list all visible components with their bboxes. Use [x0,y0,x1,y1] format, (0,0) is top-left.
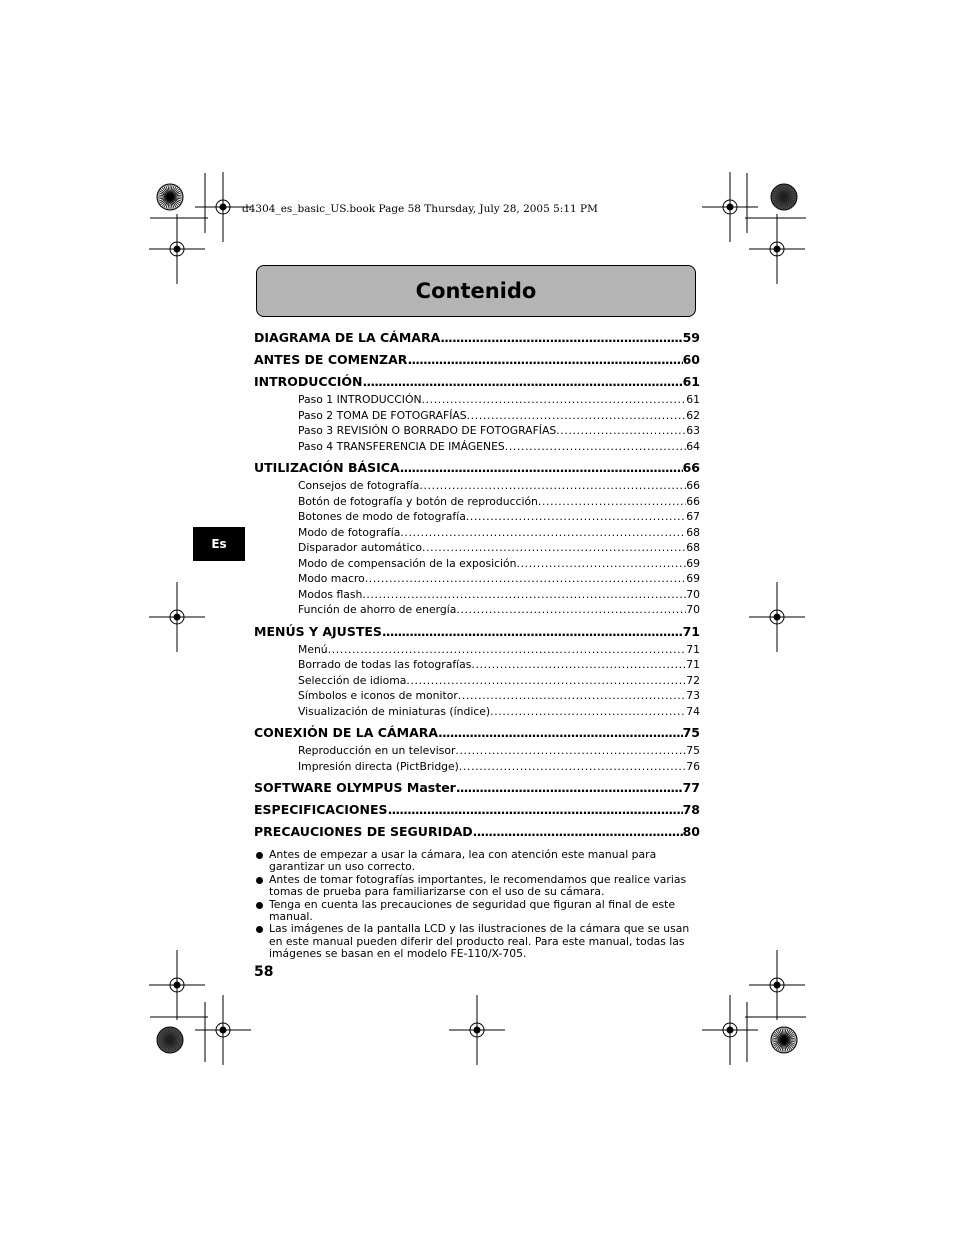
toc-section [254,824,700,846]
toc-section [254,460,700,478]
toc-item-label: Paso 3 REVISIÓN O BORRADO DE FOTOGRAFÍAS [298,424,557,437]
toc-section-label: INTRODUCCIÓN [254,374,363,389]
registration-target-icon [149,214,205,284]
dot-leader [362,587,686,603]
toc-item [298,673,700,689]
dot-leader [516,556,686,572]
toc-item-label: Visualización de miniaturas (índice) [298,704,491,718]
registration-target-icon [749,214,805,284]
dot-leader [388,802,683,818]
toc-section-page: 77 [682,780,700,795]
toc-section-label: MENÚS Y AJUSTES [254,623,382,639]
toc-section-page: 61 [682,374,700,389]
toc-item-label: Paso 2 TOMA DE FOTOGRAFÍAS [298,408,467,422]
registration-target-icon [702,995,758,1065]
toc-section-page: 66 [682,460,700,475]
dot-leader [538,494,686,510]
dot-leader [382,624,683,640]
toc-item-label: Botones de modo de fotografía [298,510,466,523]
toc-item-label: Consejos de fotografía [298,479,420,492]
toc-item-page: 75 [686,744,700,757]
toc-item-label: Modos flash [298,587,363,601]
dot-leader [419,478,686,494]
toc-item [298,587,700,603]
toc-section [254,330,700,352]
toc-item [298,743,700,759]
registration-target-icon [749,950,805,1020]
toc-item-page: 63 [686,424,700,437]
toc-section-page: 75 [682,725,700,740]
toc-item [298,525,700,541]
toc-item-label: Reproducción en un televisor [298,744,456,757]
toc-item [298,423,700,439]
toc-item-page: 73 [686,689,700,702]
dot-leader [473,824,683,840]
dot-leader [407,352,682,368]
toc-item-label: Modo de fotografía [298,525,401,539]
toc-section-label: UTILIZACIÓN BÁSICA [254,460,400,475]
toc-item-label: Menú [298,642,328,656]
dot-leader [459,759,686,775]
toc-section-label: SOFTWARE OLYMPUS Master [254,780,456,795]
dot-leader [471,657,686,673]
registration-target-icon [449,995,505,1065]
toc-item [298,602,700,618]
registration-target-icon [195,995,251,1065]
toc-item [298,540,700,556]
note-item: Las imágenes de la pantalla LCD y las ilustraciones de la cámara que se usan en este manual pueden diferir del producto real. Para este manual, todas las imágenes se basan en el modelo FE-110/X-705. [254,923,704,960]
language-tab: Es [193,527,245,561]
toc-item-page: 71 [686,658,700,671]
toc-section-label: ESPECIFICACIONES [254,802,388,817]
dot-leader [456,780,683,796]
toc-item-label: Botón de fotografía y botón de reproducción [298,494,538,508]
toc-item-label: Paso 4 TRANSFERENCIA DE IMÁGENES [298,439,505,453]
toc-item-label: Función de ahorro de energía [298,603,457,616]
toc-item-page: 68 [686,525,700,539]
toc-item [298,408,700,424]
dot-leader [467,408,687,424]
toc-section [254,374,700,392]
toc-item [298,759,700,775]
toc-item-page: 70 [686,587,700,601]
toc-section-page: 80 [682,824,700,839]
toc-item-page: 64 [686,439,700,453]
toc-section [254,725,700,743]
dot-leader [466,509,686,525]
toc-item-label: Paso 1 INTRODUCCIÓN [298,393,422,406]
toc-item [298,556,700,572]
toc-item-label: Disparador automático [298,541,423,554]
toc-item [298,571,700,587]
toc-item [298,439,700,455]
dot-leader [440,330,682,346]
toc-item [298,688,700,704]
toc-section [254,352,700,374]
dot-leader [400,525,686,541]
note-item: Tenga en cuenta las precauciones de seguridad que figuran al final de este manual. [254,899,704,924]
toc-item-label: Impresión directa (PictBridge) [298,759,459,773]
toc-item-label: Modo de compensación de la exposición [298,556,517,570]
toc-section-page: 71 [682,623,700,639]
toc-section-page: 59 [682,330,700,345]
starburst-target-icon [771,1027,797,1053]
dot-leader [328,642,687,658]
page-title: Contenido [415,279,537,303]
dot-leader [556,423,686,439]
toc-item [298,392,700,408]
dot-leader [458,688,686,704]
starburst-target-icon [771,184,797,210]
registration-target-icon [702,172,758,242]
registration-target-icon [749,582,805,652]
note-item: Antes de empezar a usar la cámara, lea con atención este manual para garantizar un uso correcto. [254,849,704,874]
toc-item-label: Borrado de todas las fotografías [298,658,472,671]
title-box [256,265,696,317]
toc-item-page: 67 [686,510,700,523]
toc-item-page: 68 [686,541,700,554]
dot-leader [490,704,686,720]
dot-leader [422,392,687,408]
toc-item-page: 74 [686,704,700,718]
toc-section-label: ANTES DE COMENZAR [254,352,408,367]
page-number: 58 [254,964,274,980]
table-of-contents [254,330,700,846]
dot-leader [456,602,686,618]
toc-item-page: 69 [686,556,700,570]
toc-item-label: Modo macro [298,572,365,585]
dot-leader [438,725,683,741]
starburst-target-icon [157,1027,183,1053]
print-header: d4304_es_basic_US.book Page 58 Thursday, July 28, 2005 5:11 PM [242,203,598,215]
dot-leader [365,571,687,587]
registration-target-icon [149,950,205,1020]
toc-item-page: 71 [686,642,700,656]
toc-item-label: Selección de idioma [298,673,407,687]
toc-item-page: 76 [686,759,700,773]
dot-leader [422,540,686,556]
toc-section-label: DIAGRAMA DE LA CÁMARA [254,330,441,345]
registration-target-icon [149,582,205,652]
note-item: Antes de tomar fotografías importantes, le recomendamos que realice varias tomas de prueba para familiarizarse con el uso de su cámara. [254,874,704,899]
dot-leader [406,673,686,689]
toc-item-page: 72 [686,673,700,687]
toc-item [298,704,700,720]
toc-item [298,657,700,673]
toc-section-label: PRECAUCIONES DE SEGURIDAD [254,824,473,839]
dot-leader [455,743,686,759]
notes-list [254,849,704,961]
toc-item-page: 61 [686,393,700,406]
toc-section-page: 78 [682,802,700,817]
starburst-target-icon [157,184,183,210]
toc-section [254,624,700,642]
toc-item [298,509,700,525]
toc-item [298,642,700,658]
toc-section-label: CONEXIÓN DE LA CÁMARA [254,725,439,740]
toc-section-page: 60 [682,352,700,367]
dot-leader [400,460,683,476]
toc-item-page: 62 [686,408,700,422]
toc-item-page: 69 [686,572,700,585]
dot-leader [363,374,683,390]
toc-item [298,494,700,510]
dot-leader [505,439,686,455]
toc-section [254,802,700,824]
toc-section [254,780,700,802]
toc-item-page: 66 [686,494,700,508]
toc-item-label: Símbolos e iconos de monitor [298,689,458,702]
toc-item-page: 66 [686,479,700,492]
toc-item-page: 70 [686,603,700,616]
toc-item [298,478,700,494]
